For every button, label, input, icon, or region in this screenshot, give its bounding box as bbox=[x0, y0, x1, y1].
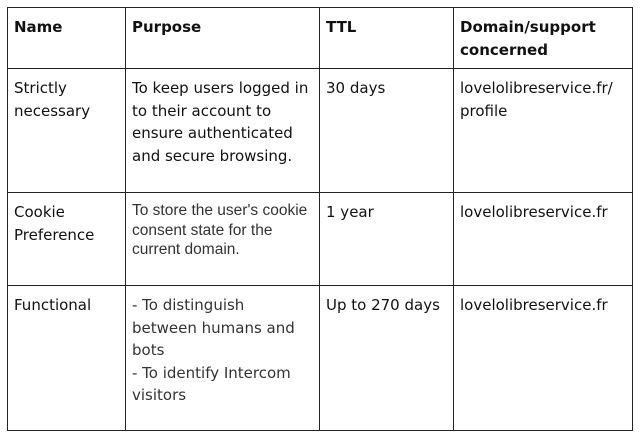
table-row bbox=[8, 69, 633, 193]
cell-purpose: To keep users logged in to their account to ensure authenticated and secure browsing. bbox=[126, 69, 320, 193]
cell-purpose: To store the user's cookie consent state for the current domain. bbox=[126, 193, 320, 286]
cell-name: Strictly necessary bbox=[8, 69, 126, 193]
cell-domain: lovelolibreservice.fr/ profile bbox=[454, 69, 633, 193]
header-purpose: Purpose bbox=[126, 8, 320, 69]
header-ttl: TTL bbox=[320, 8, 454, 69]
cell-domain: lovelolibreservice.fr bbox=[454, 286, 633, 431]
cell-domain: lovelolibreservice.fr bbox=[454, 193, 633, 286]
cell-name: Functional bbox=[8, 286, 126, 431]
header-domain: Domain/support concerned bbox=[454, 8, 633, 69]
cell-ttl: 1 year bbox=[320, 193, 454, 286]
cell-purpose bbox=[126, 286, 320, 431]
table-header-row bbox=[8, 8, 633, 69]
purpose-line: - To identify Intercom visitors bbox=[132, 363, 291, 404]
cell-name: Cookie Preference bbox=[8, 193, 126, 286]
header-name: Name bbox=[8, 8, 126, 69]
cell-ttl: 30 days bbox=[320, 69, 454, 193]
purpose-line: - To distinguish between humans and bots bbox=[132, 296, 295, 359]
cookie-table bbox=[7, 7, 633, 431]
cell-ttl: Up to 270 days bbox=[320, 286, 454, 431]
table-row bbox=[8, 286, 633, 431]
table-row bbox=[8, 193, 633, 286]
